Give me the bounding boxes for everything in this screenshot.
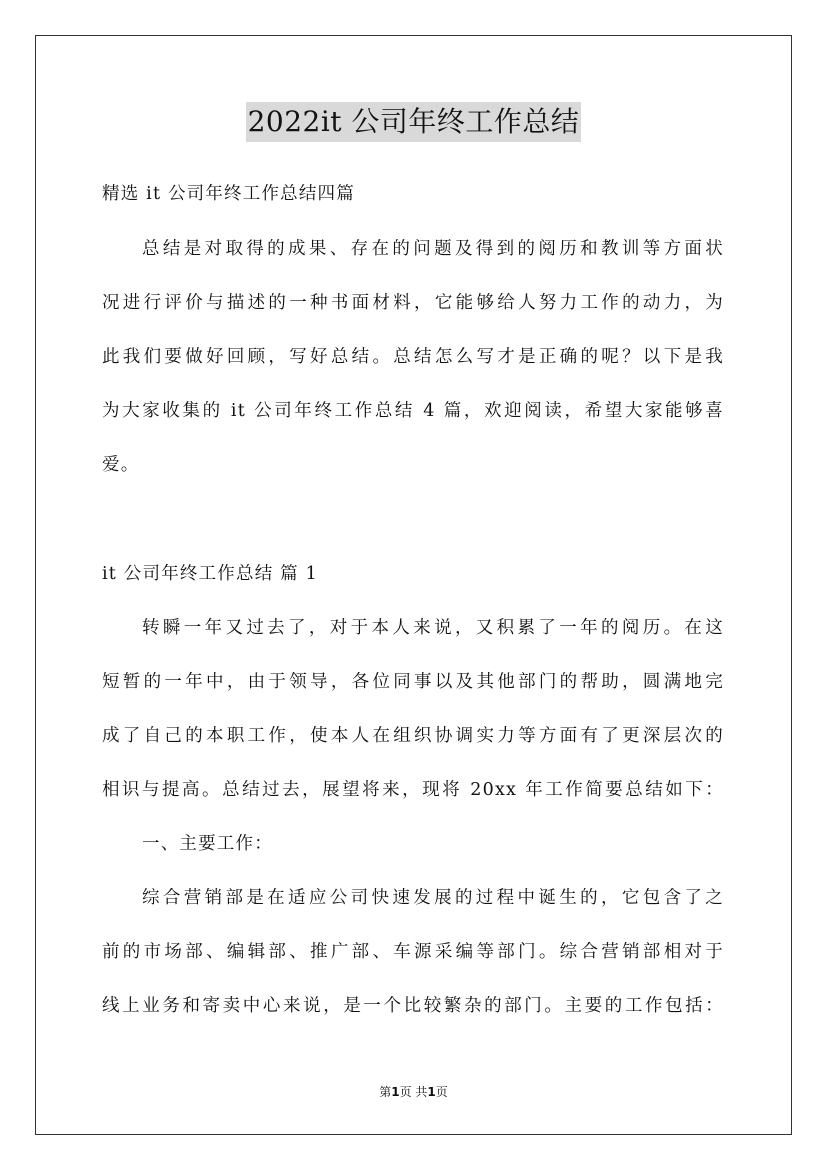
intro-line-1: 总结是对取得的成果、存在的问题及得到的阅历和教训等方面状 (142, 239, 724, 259)
section-para2-line-1: 综合营销部是在适应公司快速发展的过程中诞生的，它包含了之 (142, 888, 724, 908)
title-wrapper (0, 102, 827, 142)
section-para2-line-2: 前的市场部、编辑部、推广部、车源采编等部门。综合营销部相对于 (102, 942, 724, 962)
section-para1-line-3: 成了自己的本职工作，使本人在组织协调实力等方面有了更深层次的 (102, 726, 724, 746)
page-current: 1 (391, 1085, 400, 1099)
page-footer (0, 1084, 827, 1100)
document-title: 2022it 公司年终工作总结 (246, 102, 582, 142)
page-total: 1 (427, 1085, 436, 1099)
section-para1-line-1: 转瞬一年又过去了，对于本人来说，又积累了一年的阅历。在这 (142, 618, 724, 638)
subheading-main-work: 一、主要工作： (142, 834, 273, 854)
intro-line-5: 爱。 (102, 455, 140, 475)
intro-line-2: 况进行评价与描述的一种书面材料，它能够给人努力工作的动力，为 (102, 293, 724, 313)
page-mid: 页 共 (399, 1085, 428, 1099)
page-suffix: 页 (435, 1085, 448, 1099)
section-para1-line-4: 相识与提高。总结过去，展望将来，现将 20xx 年工作简要总结如下： (102, 780, 724, 800)
intro-line-4: 为大家收集的 it 公司年终工作总结 4 篇，欢迎阅读，希望大家能够喜 (102, 401, 724, 421)
document-subtitle: 精选 it 公司年终工作总结四篇 (102, 184, 355, 204)
page-prefix: 第 (379, 1085, 392, 1099)
section-para1-line-2: 短暂的一年中，由于领导，各位同事以及其他部门的帮助，圆满地完 (102, 672, 724, 692)
section-para2-line-3: 线上业务和寄卖中心来说，是一个比较繁杂的部门。主要的工作包括： (102, 996, 724, 1016)
section-heading: it 公司年终工作总结 篇 1 (102, 564, 318, 584)
intro-line-3: 此我们要做好回顾，写好总结。总结怎么写才是正确的呢？以下是我 (102, 347, 724, 367)
